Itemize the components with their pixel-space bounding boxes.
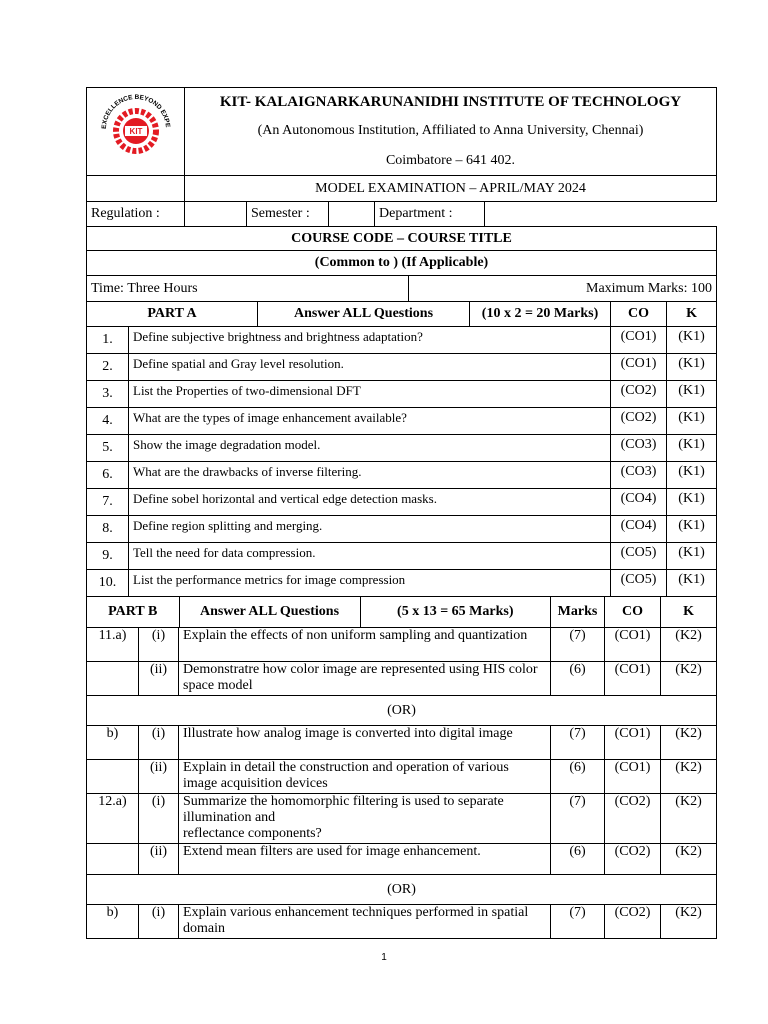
institute-affiliation: (An Autonomous Institution, Affiliated to Anna University, Chennai) bbox=[185, 116, 717, 146]
sub-question-number: (i) bbox=[139, 628, 179, 662]
question-co: (CO3) bbox=[611, 462, 667, 489]
regulation-label: Regulation : bbox=[87, 202, 185, 227]
question-co: (CO5) bbox=[611, 543, 667, 570]
question-text: Explain various enhancement techniques performed in spatial domain bbox=[179, 905, 551, 939]
table-row bbox=[87, 662, 717, 696]
question-k: (K2) bbox=[661, 794, 717, 844]
question-number: 9. bbox=[87, 543, 129, 570]
question-number: 8. bbox=[87, 516, 129, 543]
question-k: (K1) bbox=[667, 381, 717, 408]
common-to: (Common to ) (If Applicable) bbox=[87, 251, 717, 276]
question-co: (CO1) bbox=[605, 662, 661, 696]
part-a-table bbox=[86, 301, 717, 597]
question-marks: (6) bbox=[551, 760, 605, 794]
part-b-marks-head: Marks bbox=[551, 597, 605, 628]
question-co: (CO1) bbox=[611, 327, 667, 354]
part-b-table bbox=[86, 596, 717, 939]
department-value bbox=[485, 202, 717, 227]
question-number: 1. bbox=[87, 327, 129, 354]
question-marks: (6) bbox=[551, 844, 605, 875]
part-b-marks: (5 x 13 = 65 Marks) bbox=[397, 604, 514, 619]
question-k: (K1) bbox=[667, 462, 717, 489]
question-k: (K2) bbox=[661, 628, 717, 662]
question-number: 12.a) bbox=[87, 794, 139, 844]
question-text-line: reflectance components? bbox=[183, 826, 322, 841]
question-k: (K1) bbox=[667, 408, 717, 435]
table-row bbox=[87, 381, 717, 408]
exam-paper bbox=[86, 87, 716, 939]
table-row bbox=[87, 327, 717, 354]
sub-question-number: (i) bbox=[139, 905, 179, 939]
header-table bbox=[86, 87, 717, 202]
sub-question-number: (ii) bbox=[139, 844, 179, 875]
question-text: List the Properties of two-dimensional DFT bbox=[129, 381, 611, 408]
question-text: List the performance metrics for image compression bbox=[129, 570, 611, 597]
or-separator: (OR) bbox=[87, 875, 717, 905]
table-row bbox=[87, 760, 717, 794]
table-row bbox=[87, 905, 717, 939]
table-row bbox=[87, 543, 717, 570]
question-co: (CO2) bbox=[611, 381, 667, 408]
question-text: Show the image degradation model. bbox=[129, 435, 611, 462]
logo-motto: EXCELLENCE BEYOND EXPE bbox=[100, 93, 171, 130]
question-marks: (7) bbox=[551, 628, 605, 662]
part-b-instruction: Answer ALL Questions bbox=[179, 597, 361, 627]
question-marks: (7) bbox=[551, 905, 605, 939]
question-marks: (7) bbox=[551, 794, 605, 844]
question-marks: (7) bbox=[551, 726, 605, 760]
question-k: (K1) bbox=[667, 327, 717, 354]
question-co: (CO1) bbox=[605, 628, 661, 662]
question-k: (K1) bbox=[667, 543, 717, 570]
part-b-co-head: CO bbox=[605, 597, 661, 628]
question-co: (CO2) bbox=[605, 844, 661, 875]
semester-value bbox=[329, 202, 375, 227]
department-label: Department : bbox=[375, 202, 485, 227]
table-row bbox=[87, 844, 717, 875]
question-k: (K1) bbox=[667, 354, 717, 381]
maximum-marks: Maximum Marks: 100 bbox=[409, 276, 717, 302]
question-k: (K2) bbox=[661, 726, 717, 760]
question-co: (CO3) bbox=[611, 435, 667, 462]
question-number: 3. bbox=[87, 381, 129, 408]
institute-city: Coimbatore – 641 402. bbox=[185, 147, 717, 176]
table-row bbox=[87, 462, 717, 489]
part-b-title: PART B bbox=[87, 597, 179, 628]
question-number: 5. bbox=[87, 435, 129, 462]
question-k: (K1) bbox=[667, 570, 717, 597]
table-row bbox=[87, 628, 717, 662]
question-text: Define subjective brightness and brightness adaptation? bbox=[129, 327, 611, 354]
question-co: (CO1) bbox=[605, 760, 661, 794]
question-text: Define sobel horizontal and vertical edge detection masks. bbox=[129, 489, 611, 516]
question-k: (K2) bbox=[661, 844, 717, 875]
question-number: 10. bbox=[87, 570, 129, 597]
question-k: (K1) bbox=[667, 435, 717, 462]
part-a-k-head: K bbox=[667, 302, 717, 327]
regulation-table bbox=[86, 201, 717, 227]
question-text: Define region splitting and merging. bbox=[129, 516, 611, 543]
question-co: (CO1) bbox=[605, 726, 661, 760]
table-row bbox=[87, 516, 717, 543]
question-text bbox=[179, 794, 551, 844]
course-table bbox=[86, 226, 717, 302]
sub-question-number: (ii) bbox=[139, 662, 179, 696]
table-row bbox=[87, 794, 717, 844]
question-number: 4. bbox=[87, 408, 129, 435]
question-text: Illustrate how analog image is converted into digital image bbox=[179, 726, 551, 760]
question-number: b) bbox=[87, 726, 139, 760]
part-a-marks: (10 x 2 = 20 Marks) bbox=[470, 302, 611, 327]
exam-duration: Time: Three Hours bbox=[87, 276, 409, 302]
course-title: COURSE CODE – COURSE TITLE bbox=[87, 227, 717, 251]
table-row bbox=[87, 570, 717, 597]
sub-question-number: (ii) bbox=[139, 760, 179, 794]
exam-title: MODEL EXAMINATION – APRIL/MAY 2024 bbox=[185, 176, 717, 202]
question-text: What are the drawbacks of inverse filtering. bbox=[129, 462, 611, 489]
logo-kit-text: KIT bbox=[129, 127, 142, 136]
question-co: (CO1) bbox=[611, 354, 667, 381]
table-row bbox=[87, 354, 717, 381]
question-number: b) bbox=[87, 905, 139, 939]
question-number: 7. bbox=[87, 489, 129, 516]
question-text: Explain in detail the construction and operation of various image acquisition devices bbox=[179, 760, 551, 794]
question-text: Extend mean filters are used for image enhancement. bbox=[179, 844, 551, 875]
question-co: (CO4) bbox=[611, 516, 667, 543]
sub-question-number: (i) bbox=[139, 726, 179, 760]
institute-name: KIT- KALAIGNARKARUNANIDHI INSTITUTE OF TECHNOLOGY bbox=[185, 88, 717, 117]
sub-question-number: (i) bbox=[139, 794, 179, 844]
table-row bbox=[87, 435, 717, 462]
part-a-instruction: Answer ALL Questions bbox=[258, 302, 470, 327]
question-co: (CO5) bbox=[611, 570, 667, 597]
regulation-value bbox=[185, 202, 247, 227]
question-k: (K1) bbox=[667, 489, 717, 516]
table-row bbox=[87, 489, 717, 516]
question-co: (CO2) bbox=[605, 794, 661, 844]
question-text: Demonstratre how color image are represented using HIS color space model bbox=[179, 662, 551, 696]
question-text: What are the types of image enhancement available? bbox=[129, 408, 611, 435]
question-number: 2. bbox=[87, 354, 129, 381]
part-a-co-head: CO bbox=[611, 302, 667, 327]
table-row bbox=[87, 408, 717, 435]
semester-label: Semester : bbox=[247, 202, 329, 227]
question-text: Explain the effects of non uniform sampling and quantization bbox=[179, 628, 551, 662]
question-co: (CO4) bbox=[611, 489, 667, 516]
logo-cell bbox=[87, 88, 185, 176]
question-k: (K1) bbox=[667, 516, 717, 543]
question-co: (CO2) bbox=[605, 905, 661, 939]
page-number: 1 bbox=[381, 952, 387, 963]
table-row bbox=[87, 726, 717, 760]
part-b-k-head: K bbox=[661, 597, 717, 628]
question-co: (CO2) bbox=[611, 408, 667, 435]
question-text: Tell the need for data compression. bbox=[129, 543, 611, 570]
question-k: (K2) bbox=[661, 905, 717, 939]
question-text: Define spatial and Gray level resolution. bbox=[129, 354, 611, 381]
question-marks: (6) bbox=[551, 662, 605, 696]
or-separator: (OR) bbox=[87, 696, 717, 726]
question-number: 6. bbox=[87, 462, 129, 489]
question-number: 11.a) bbox=[87, 628, 139, 662]
question-text-line: Summarize the homomorphic filtering is used to separate illumination and bbox=[183, 794, 504, 825]
institute-logo bbox=[95, 88, 177, 170]
part-a-title: PART A bbox=[87, 302, 258, 327]
question-k: (K2) bbox=[661, 662, 717, 696]
question-k: (K2) bbox=[661, 760, 717, 794]
